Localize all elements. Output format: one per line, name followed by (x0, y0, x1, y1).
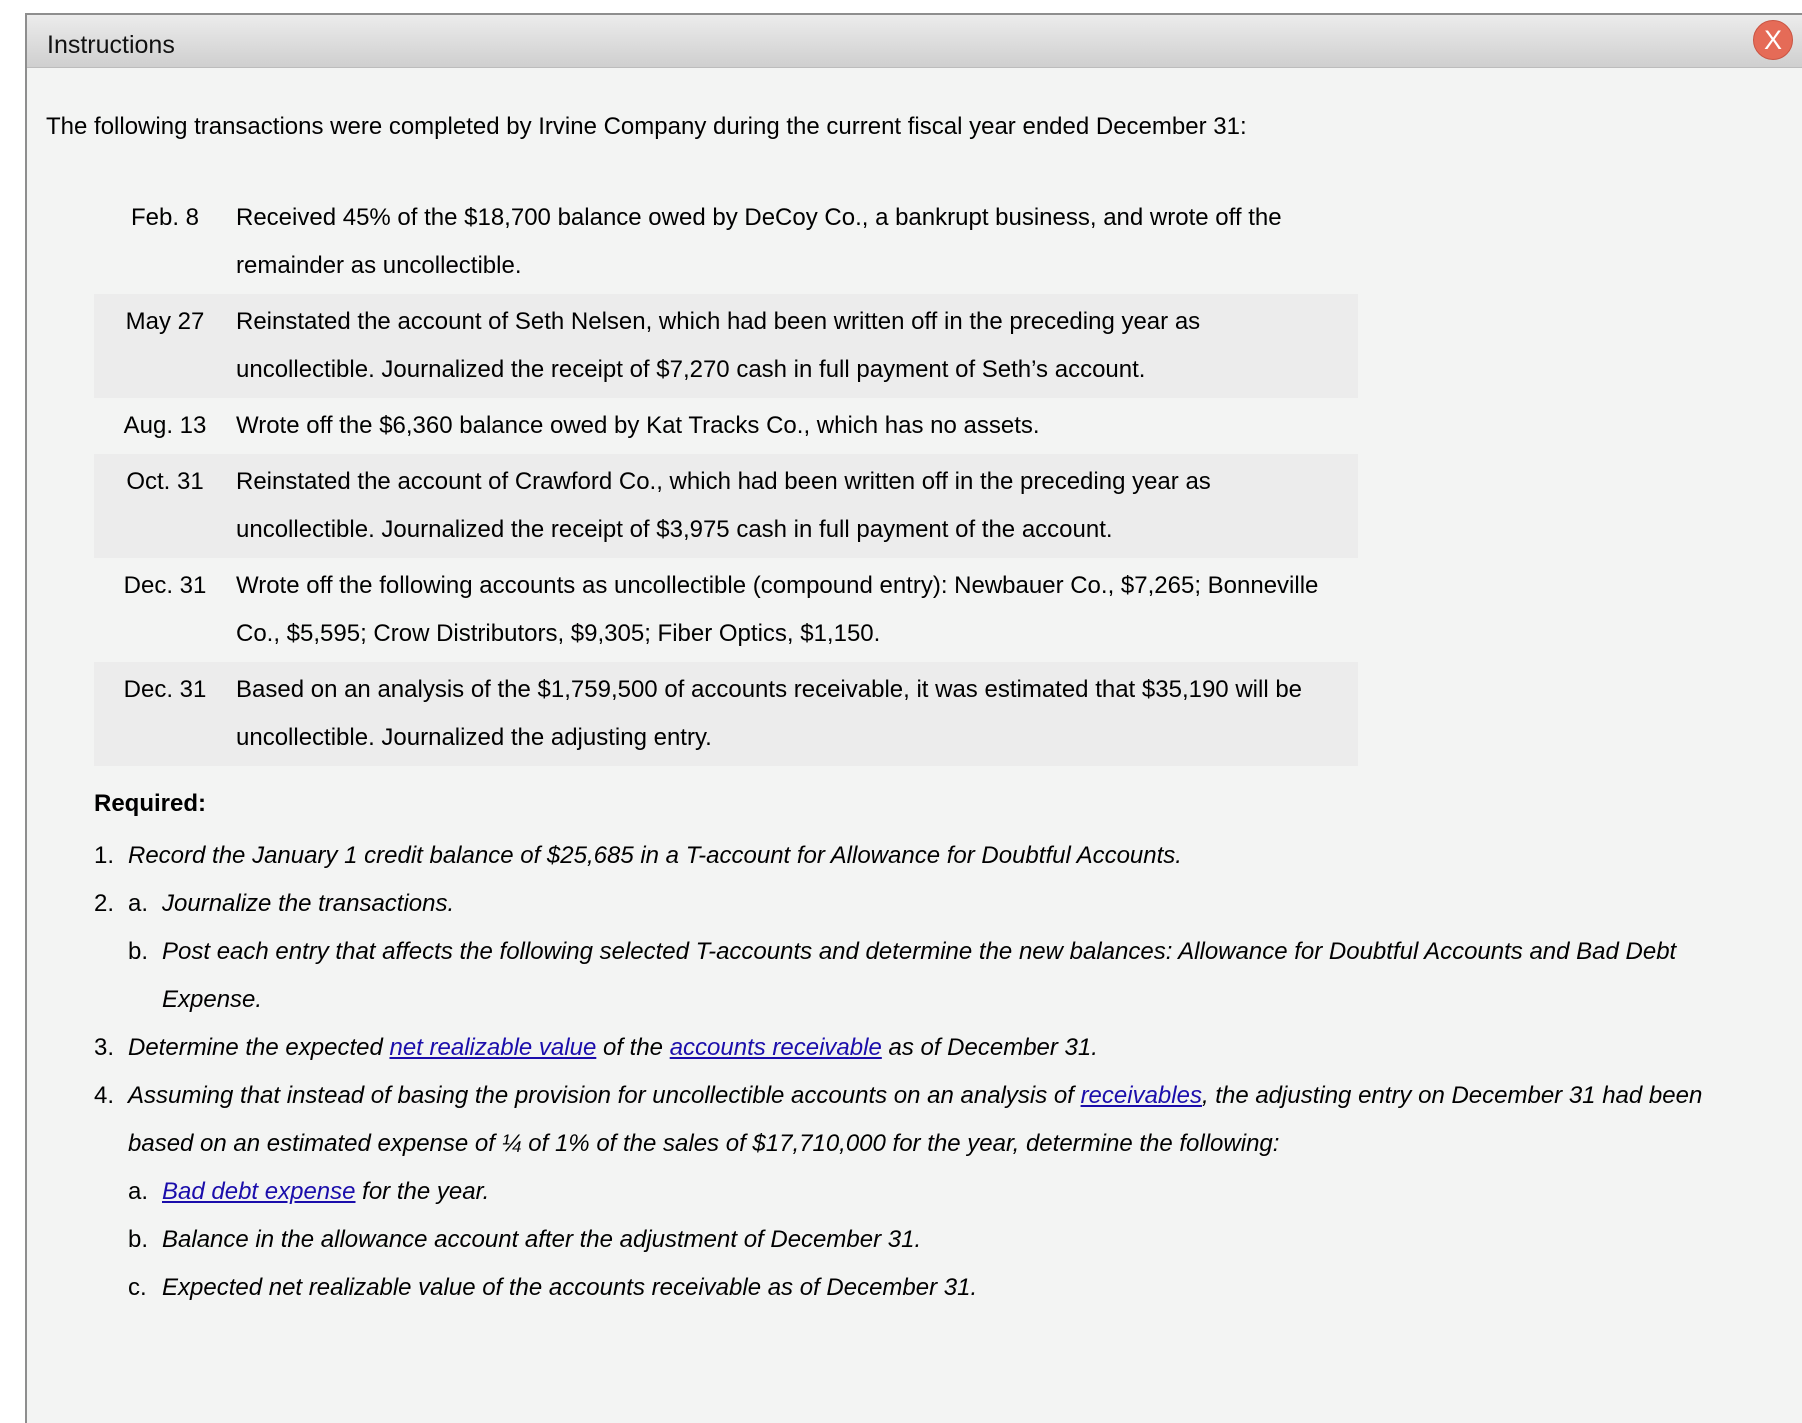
dialog-titlebar (27, 15, 1802, 68)
sub-item-2a (128, 880, 1714, 928)
text-segment: Determine the expected (128, 1034, 390, 1061)
text-segment: Assuming that instead of basing the provision for uncollectible accounts on an analysis of (128, 1082, 1081, 1109)
item-text (128, 1072, 1714, 1168)
text-segment: as of December 31. (881, 1034, 1098, 1061)
sub-letter: c. (128, 1274, 147, 1301)
item-body (128, 1072, 1714, 1312)
transaction-date: Dec. 31 (123, 572, 207, 599)
required-item-2 (94, 880, 1714, 1024)
item-text (128, 1024, 1714, 1072)
close-button[interactable]: X (1753, 20, 1793, 60)
receivables-link[interactable]: receivables (1080, 1082, 1202, 1109)
required-item-4 (94, 1072, 1714, 1312)
intro-text: The following transactions were completed by Irvine Company during the current fiscal year ended December 31: (46, 113, 1247, 140)
sub-text (162, 1168, 489, 1216)
transaction-date: Dec. 31 (123, 676, 207, 703)
transaction-date: May 27 (125, 308, 205, 335)
transaction-row (94, 662, 1358, 766)
text-segment: , the adjusting entry on December 31 had been based on an estimated expense of ¼ of 1% of the sales of $17,710,000 for the year, determine the following: (128, 1082, 1703, 1157)
sub-item-2b (128, 928, 1714, 1024)
sub-text: Expected net realizable value of the accounts receivable as of December 31. (162, 1274, 978, 1301)
required-list (94, 832, 1714, 1312)
required-heading: Required: (94, 790, 207, 817)
transaction-date: Oct. 31 (126, 468, 204, 495)
required-item-3 (94, 1024, 1714, 1072)
item-body (128, 880, 1714, 1024)
transaction-row (94, 190, 1358, 294)
item-number: 1. (94, 842, 115, 869)
sub-letter: a. (128, 890, 149, 917)
sub-item-4b (128, 1216, 1714, 1264)
item-number: 4. (94, 1082, 115, 1109)
transaction-description: Based on an analysis of the $1,759,500 of accounts receivable, it was estimated that $35,190 will be uncollectible. Journalized the adjusting entry. (236, 676, 1303, 751)
transaction-row (94, 558, 1358, 662)
transaction-row (94, 454, 1358, 558)
item-text: Record the January 1 credit balance of $25,685 in a T-account for Allowance for Doubtful Accounts. (128, 842, 1182, 869)
transaction-description: Reinstated the account of Seth Nelsen, which had been written off in the preceding year as uncollectible. Journalized the receipt of $7,270 cash in full payment of Seth’s account. (236, 308, 1201, 383)
text-segment: for the year. (355, 1178, 490, 1205)
accounts-receivable-link[interactable]: accounts receivable (669, 1034, 882, 1061)
transaction-row (94, 294, 1358, 398)
transaction-description: Wrote off the $6,360 balance owed by Kat Tracks Co., which has no assets. (236, 412, 1040, 439)
sub-item-4a (128, 1168, 1714, 1216)
transaction-date: Aug. 13 (123, 412, 207, 439)
bad-debt-expense-link[interactable]: Bad debt expense (162, 1178, 356, 1205)
item-number: 3. (94, 1034, 115, 1061)
sub-item-4c (128, 1264, 1714, 1312)
transaction-date: Feb. 8 (130, 204, 200, 231)
transaction-row (94, 398, 1358, 454)
sub-letter: b. (128, 938, 149, 965)
net-realizable-value-link[interactable]: net realizable value (389, 1034, 597, 1061)
sub-letter: b. (128, 1226, 149, 1253)
transactions-table (94, 190, 1358, 766)
transaction-description: Received 45% of the $18,700 balance owed by DeCoy Co., a bankrupt business, and wrote off the remainder as uncollectible. (236, 204, 1282, 279)
required-item-1 (94, 832, 1714, 880)
sub-text: Balance in the allowance account after the adjustment of December 31. (162, 1226, 922, 1253)
sub-text: Journalize the transactions. (162, 890, 455, 917)
item-number: 2. (94, 890, 115, 917)
sub-text: Post each entry that affects the following selected T-accounts and determine the new balances: Allowance for Doubtful Accounts and Bad Debt Expense. (162, 938, 1677, 1013)
dialog-title: Instructions (47, 31, 175, 59)
text-segment: of the (596, 1034, 670, 1061)
transaction-description: Wrote off the following accounts as uncollectible (compound entry): Newbauer Co., $7,265; Bonneville Co., $5,595; Crow Distributors, $9,305; Fiber Optics, $1,150. (236, 572, 1319, 647)
sub-letter: a. (128, 1178, 149, 1205)
transaction-description: Reinstated the account of Crawford Co., which had been written off in the preceding year as uncollectible. Journalized the receipt of $3,975 cash in full payment of the account. (236, 468, 1211, 543)
